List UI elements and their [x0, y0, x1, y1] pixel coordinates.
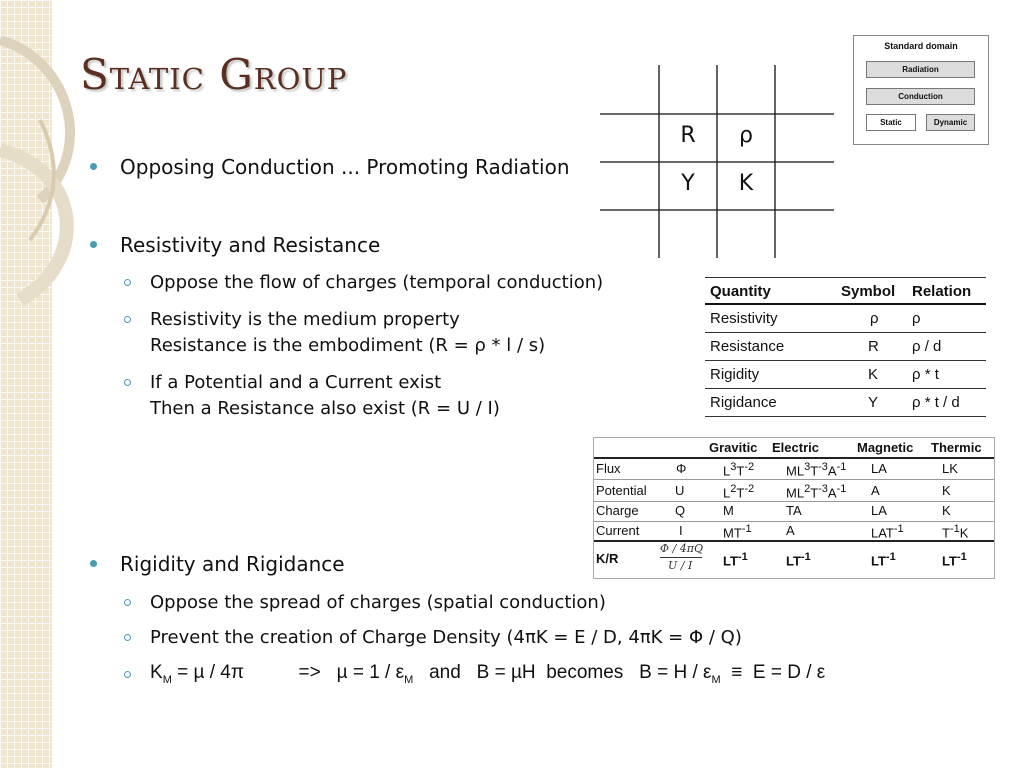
header-gravitic: Gravitic	[709, 440, 758, 455]
sub-bullet-ring	[124, 279, 131, 286]
row-label-current: Current	[596, 523, 640, 538]
grid-cell-k: K	[738, 171, 754, 196]
dynamic-box: Dynamic	[926, 114, 975, 131]
table-row: Resistance R ρ / d	[705, 333, 986, 361]
row-label-kr: K/R	[596, 551, 619, 566]
rk-grid	[600, 65, 834, 258]
header-thermic: Thermic	[931, 440, 982, 455]
km-formula-line: $K_M = \mu / 4\pi$ => $\mu = 1 / \varepsilon_M$ and B = µH becomes $B = H / \varepsilon_M \equiv E = D / \varepsilon$	[150, 662, 826, 686]
grid-lines	[600, 65, 834, 258]
conduction-box: Conduction	[866, 88, 975, 105]
sub-bullet-ring	[124, 379, 131, 386]
sub-bullet-ring	[124, 671, 131, 678]
grid-cell-y: Y	[681, 171, 695, 196]
grid-cell-rho: ρ	[739, 123, 753, 148]
decorative-swoosh	[0, 0, 90, 420]
quantity-table-header: Quantity Symbol Relation	[705, 277, 986, 305]
sub-bullet-ring	[124, 634, 131, 641]
standard-domain-diagram	[853, 35, 989, 145]
table-row: Resistivity ρ ρ	[705, 305, 986, 333]
dimension-table: Gravitic Electric Magnetic Thermic Flux Φ $L^3T^{-2}$ $ML^3T^{-3}A^{-1}$ LA LK Potential U $L^2T^{-2}$ $ML^2T^{-3}A^{-1}$ A K Charge Q M TA LA K Current I $MT^{-1}$ A $LAT^{-1}$ $T^{-1}K$ K/R Φ / 4πQ U / I $LT^{-1}$ $LT^{-1}$ $LT^{-1}$ $LT^{-1}$	[593, 437, 995, 579]
table-row: Rigidity K ρ * t	[705, 361, 986, 389]
header-magnetic: Magnetic	[857, 440, 914, 455]
row-label-charge: Charge	[596, 503, 639, 518]
bullet-dot	[90, 560, 97, 567]
static-box: Static	[866, 114, 916, 131]
sub-bullet-ring	[124, 316, 131, 323]
table-row: Rigidance Y ρ * t / d	[705, 389, 986, 417]
bullet-dot	[90, 241, 97, 248]
bullet-dot	[90, 163, 97, 170]
page-title: Static Group	[80, 50, 348, 99]
grid-cell-r: R	[680, 123, 696, 148]
radiation-box: Radiation	[866, 61, 975, 78]
sub-bullet-ring	[124, 599, 131, 606]
header-electric: Electric	[772, 440, 819, 455]
standard-domain-title: Standard domain	[884, 41, 958, 51]
row-label-potential: Potential	[596, 483, 647, 498]
row-label-flux: Flux	[596, 461, 621, 476]
quantity-table	[705, 277, 986, 417]
